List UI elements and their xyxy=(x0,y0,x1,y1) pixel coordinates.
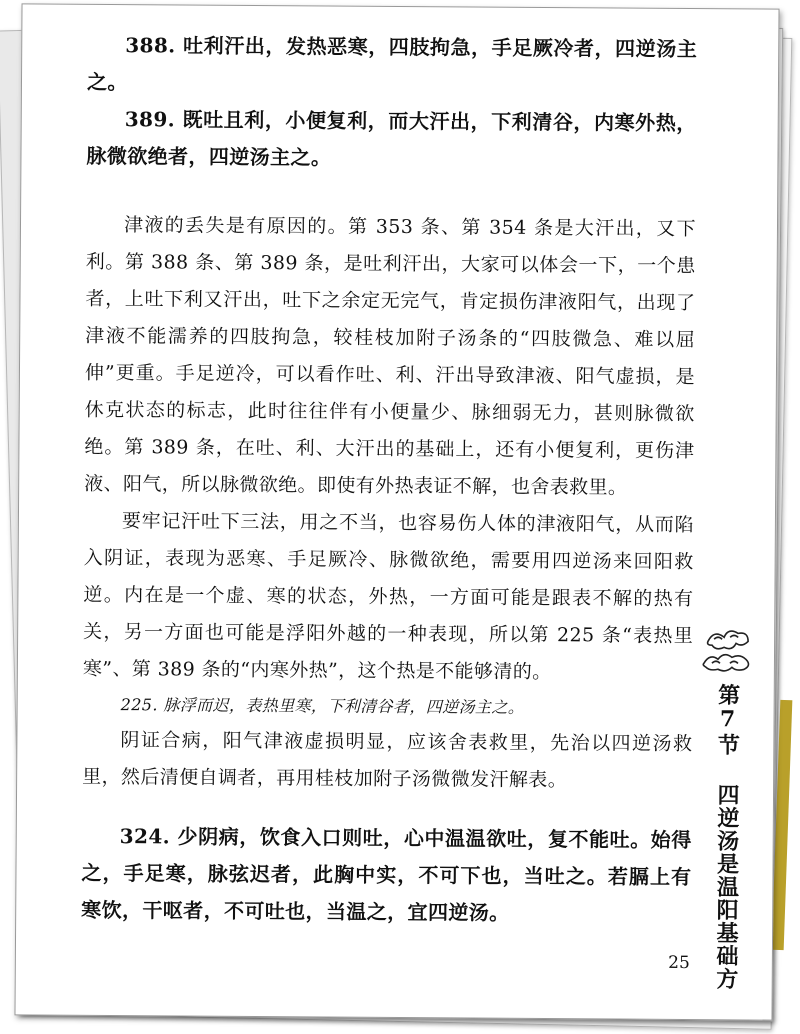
commentary-three-methods: 要牢记汗吐下三法，用之不当，也容易伤人体的津液阳气，从而陷入阴证，表现为恶寒、手足厥冷、脉微欲绝，需要用四逆汤来回阳救逆。内在是一个虚、寒的状态，外热，一方面可能是跟表不解的热有关，另一方面也可能是浮阳外越的一种表现，所以第 225 条“表热里寒”、第 389 条的“内寒外热”，这个热是不能够清的。 xyxy=(82,510,694,684)
section-title: 第7节 四逆汤是温阳基础方 xyxy=(712,683,741,991)
clause-324: 324. 少阴病，饮食入口则吐，心中温温欲吐，复不能吐。始得之，手足寒，脉弦迟者，此胸中实，不可下也，当吐之。若膈上有寒饮，干呕者，不可吐也，当温之，宜四逆汤。 xyxy=(81,824,692,925)
clause-388: 388. 吐利汗出，发热恶寒，四肢拘急，手足厥冷者，四逆汤主之。 xyxy=(86,33,698,95)
commentary-fluid-loss: 津液的丢失是有原因的。第 353 条、第 354 条是大汗出，又下利。第 388 条、第 389 条，是吐利汗出，大家可以体会一下，一个患者，上吐下利又汗出，吐下之余定无完气，肯定损伤津液阳气，出现了津液不能濡养的四肢拘急，较桂枝加附子汤条的“四肢微急、难以屈伸”更重。手足逆冷，可以看作吐、利、汗出导致津液、阳气虚损，是休克状态的标志，此时往往伴有小便量少、脉细弱无力，甚则脉微欲绝。第 389 条，在吐、利、大汗出的基础上，还有小便复利，更伤津液、阳气，所以脉微欲绝。即使有外热表证不解，也舍表救里。 xyxy=(84,214,697,499)
commentary-combined-disease: 阴证合病，阳气津液虚损明显，应该舍表救里，先治以四逆汤救里，然后清便自调者，再用桂枝加附子汤微微发汗解表。 xyxy=(82,729,693,792)
clause-389: 389. 既吐且利，小便复利，而大汗出，下利清谷，内寒外热，脉微欲绝者，四逆汤主之。 xyxy=(86,107,697,170)
page-number: 25 xyxy=(668,952,690,974)
section-sidebar xyxy=(698,619,757,990)
clause-225: 225. 脉浮而迟，表热里寒，下利清谷者，四逆汤主之。 xyxy=(120,695,525,717)
cloud-ornament-icon xyxy=(700,619,756,679)
book-page xyxy=(14,3,779,1020)
page-content xyxy=(81,27,697,933)
